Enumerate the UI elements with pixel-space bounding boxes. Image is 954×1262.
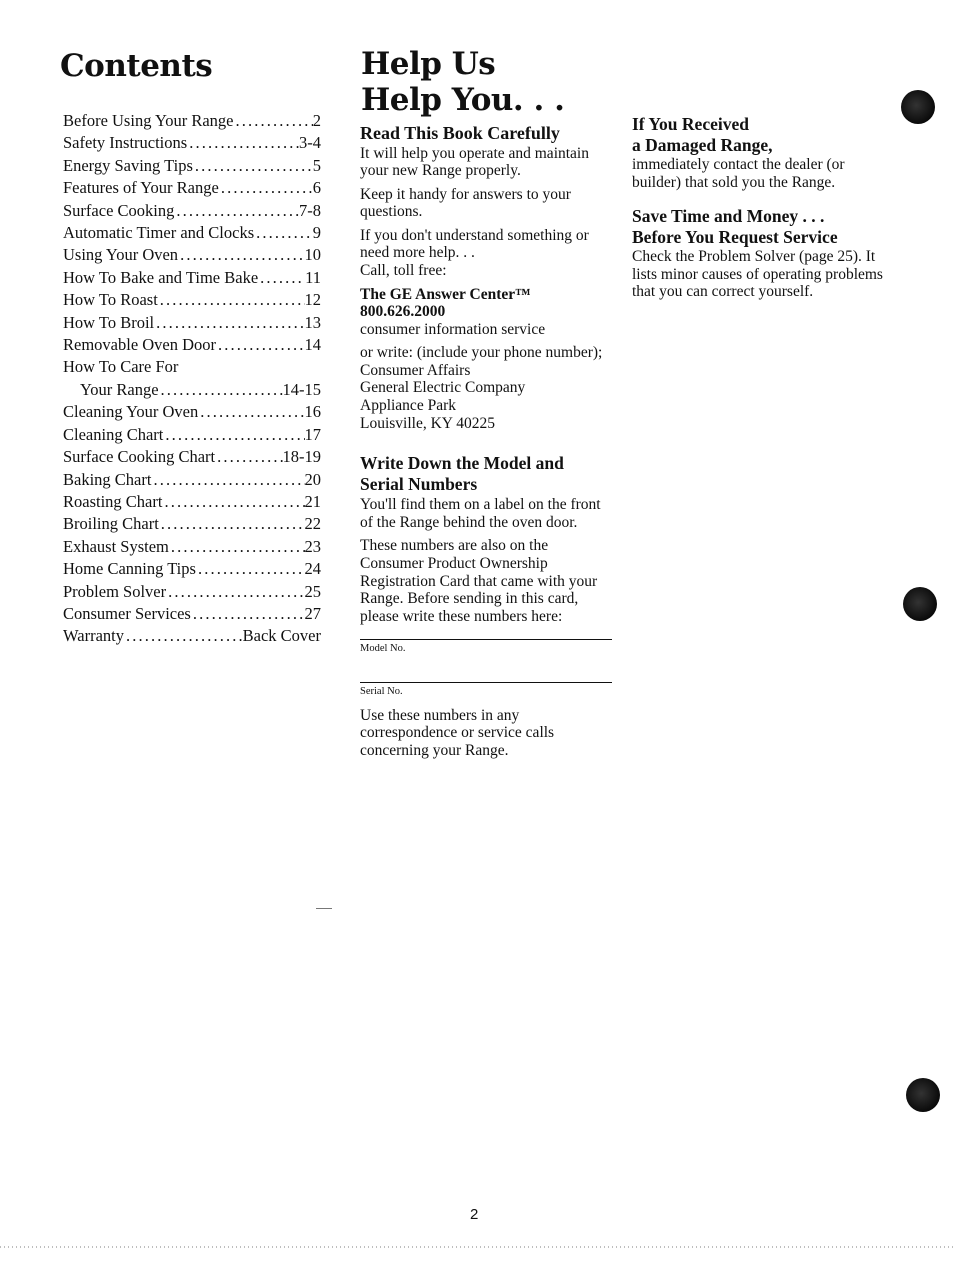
toc-dot-leader xyxy=(193,155,313,177)
toc-dot-leader xyxy=(163,424,304,446)
toc-item-label: Cleaning Your Oven xyxy=(63,402,199,422)
toc-dot-leader xyxy=(254,222,313,244)
toc-item-label: Cleaning Chart xyxy=(63,424,164,444)
read-paragraph-3: If you don't understand something or need more help. . . xyxy=(360,226,589,262)
address-line: Louisville, KY 40225 xyxy=(360,414,496,432)
save-heading-line2: Before You Request Service xyxy=(632,226,838,247)
toc-item-label: Problem Solver xyxy=(63,581,167,601)
toc-item-label: Consumer Services xyxy=(63,603,191,623)
toc-item-page: 21 xyxy=(304,491,321,511)
toc-item-label: Using Your Oven xyxy=(63,245,179,265)
save-heading-line1: Save Time and Money . . . xyxy=(632,206,825,227)
toc-dot-leader xyxy=(178,244,304,266)
answer-center-name: The GE Answer Center™ xyxy=(360,285,531,303)
read-paragraph-2: Keep it handy for answers to your questions. xyxy=(360,185,571,221)
toc-dot-leader xyxy=(191,603,305,625)
toc-dot-leader xyxy=(187,132,299,154)
toc-item-page: 16 xyxy=(304,402,321,422)
toc-item-label: How To Bake and Time Bake xyxy=(63,267,259,287)
toc-item-page: 11 xyxy=(305,267,321,287)
toc-item-page: 23 xyxy=(304,536,321,556)
toc-item-page: 5 xyxy=(312,155,321,175)
toc-item[interactable] xyxy=(63,222,321,244)
call-toll-free: Call, toll free: xyxy=(360,262,447,280)
toc-item[interactable] xyxy=(63,581,321,603)
toc-item[interactable] xyxy=(63,424,321,446)
toc-item-page: 13 xyxy=(304,312,321,332)
toc-dot-leader xyxy=(162,491,304,513)
toc-item-page: 9 xyxy=(312,223,321,243)
toc-item[interactable] xyxy=(63,267,321,289)
toc-item-page: 25 xyxy=(304,581,321,601)
damaged-heading-line1: If You Received xyxy=(632,114,749,134)
toc-item-label: Automatic Timer and Clocks xyxy=(63,223,255,243)
toc-item-label: Surface Cooking Chart xyxy=(63,447,216,467)
toc-dot-leader xyxy=(196,558,305,580)
help-title-line1: Help Us xyxy=(361,46,496,82)
address-line: Appliance Park xyxy=(360,397,456,415)
toc-item-label: Features of Your Range xyxy=(63,178,219,198)
toc-dot-leader xyxy=(159,379,283,401)
damaged-heading-line2: a Damaged Range, xyxy=(632,134,773,155)
toc-item[interactable] xyxy=(63,625,321,647)
toc-item-page: 20 xyxy=(304,469,321,489)
binder-hole-top xyxy=(901,90,935,124)
toc-item[interactable] xyxy=(63,110,321,132)
binder-hole-bottom xyxy=(906,1078,940,1112)
toc-item-page: 22 xyxy=(304,514,321,534)
toc-item[interactable] xyxy=(63,513,321,535)
toc-item-label: Roasting Chart xyxy=(63,491,163,511)
toc-item[interactable] xyxy=(63,558,321,580)
help-us-title xyxy=(361,46,564,118)
toc-item-label: Home Canning Tips xyxy=(63,559,196,579)
write-intro: or write: (include your phone number); xyxy=(360,344,603,362)
toc-item-label: How To Care For xyxy=(63,357,179,377)
toc-item-label: Baking Chart xyxy=(63,469,152,489)
toc-item-page: 24 xyxy=(304,559,321,579)
toc-item[interactable] xyxy=(63,334,321,356)
toc-item-page: 10 xyxy=(304,245,321,265)
toc-dot-leader xyxy=(169,536,305,558)
help-column xyxy=(360,124,614,765)
toc-item-label: Removable Oven Door xyxy=(63,335,217,355)
phone-description: consumer information service xyxy=(360,320,546,338)
model-paragraph-3: Use these numbers in any correspondence or service calls concerning your Range. xyxy=(360,706,555,759)
toc-item-page: 27 xyxy=(304,603,321,623)
toc-dot-leader xyxy=(158,289,305,311)
toc-item[interactable] xyxy=(63,177,321,199)
contents-title: Contents xyxy=(60,48,213,84)
toc-item[interactable] xyxy=(63,536,321,558)
toc-dot-leader xyxy=(151,469,304,491)
address-line: Consumer Affairs xyxy=(360,361,471,379)
table-of-contents xyxy=(63,110,321,648)
toc-dot-leader xyxy=(174,200,299,222)
toc-item[interactable] xyxy=(63,155,321,177)
scan-edge-noise xyxy=(0,1246,954,1248)
toc-item-page: 14-15 xyxy=(282,379,321,399)
toc-dot-leader xyxy=(154,312,304,334)
toc-dot-leader xyxy=(215,446,282,468)
toc-item-label: Your Range xyxy=(80,379,159,399)
page-number: 2 xyxy=(470,1206,479,1223)
toc-item[interactable] xyxy=(63,603,321,625)
toc-item-page: 18-19 xyxy=(282,447,321,467)
toc-item-page: 6 xyxy=(312,178,321,198)
toc-item-label: Before Using Your Range xyxy=(63,111,234,130)
toc-item-label: Warranty xyxy=(63,626,124,646)
toc-item[interactable] xyxy=(63,446,321,468)
binder-hole-middle xyxy=(903,587,937,621)
toc-item[interactable] xyxy=(63,379,321,401)
damaged-paragraph: immediately contact the dealer (or builder) that sold you the Range. xyxy=(632,156,845,191)
model-heading-line2: Serial Numbers xyxy=(360,473,478,494)
toc-item-label: Safety Instructions xyxy=(63,133,188,153)
toc-dot-leader xyxy=(159,513,305,535)
help-title-line2: Help You. . . xyxy=(361,82,565,118)
toc-item-page: 2 xyxy=(312,111,321,130)
serial-number-label: Serial No. xyxy=(360,685,403,697)
toc-item-label: Broiling Chart xyxy=(63,514,159,534)
model-paragraph-2: These numbers are also on the Consumer Product Ownership Registration Card that came with your Range. Before sending in this card, please write these numbers here: xyxy=(360,537,598,625)
scan-speck xyxy=(316,908,332,909)
toc-dot-leader xyxy=(258,267,305,289)
toc-item-label: How To Broil xyxy=(63,312,155,332)
toc-item[interactable] xyxy=(63,200,321,222)
model-heading-line1: Write Down the Model and xyxy=(360,453,564,474)
model-paragraph-1: You'll find them on a label on the front of the Range behind the oven door. xyxy=(360,496,601,531)
read-book-heading: Read This Book Carefully xyxy=(360,123,560,143)
toc-item-page: Back Cover xyxy=(242,626,321,646)
toc-item-page: 17 xyxy=(304,424,321,444)
toc-item-label: Exhaust System xyxy=(63,536,169,556)
answer-center-phone: 800.626.2000 xyxy=(360,303,446,321)
toc-item[interactable] xyxy=(63,132,321,154)
toc-item[interactable] xyxy=(63,244,321,266)
save-paragraph: Check the Problem Solver (page 25). It lists minor causes of operating problems that you can correct yourself. xyxy=(632,248,883,301)
toc-item-page: 12 xyxy=(304,290,321,310)
model-number-label: Model No. xyxy=(360,643,406,655)
toc-item[interactable] xyxy=(63,312,321,334)
read-paragraph-1: It will help you operate and maintain your new Range properly. xyxy=(360,144,589,180)
toc-item-page: 7-8 xyxy=(299,200,321,220)
toc-dot-leader xyxy=(166,581,304,603)
toc-dot-leader xyxy=(219,177,313,199)
toc-item-label: Surface Cooking xyxy=(63,200,175,220)
toc-dot-leader xyxy=(216,334,304,356)
address-line: General Electric Company xyxy=(360,379,526,397)
toc-item[interactable] xyxy=(63,491,321,513)
toc-item-label: Energy Saving Tips xyxy=(63,155,193,175)
toc-dot-leader xyxy=(198,401,304,423)
toc-item[interactable] xyxy=(63,401,321,423)
right-column xyxy=(632,115,892,307)
toc-item[interactable] xyxy=(63,469,321,491)
toc-item-page: 3-4 xyxy=(299,133,321,153)
toc-item-page: 14 xyxy=(304,335,321,355)
toc-dot-leader xyxy=(234,110,313,132)
toc-item-label: How To Roast xyxy=(63,290,158,310)
toc-dot-leader xyxy=(124,625,243,647)
toc-item[interactable] xyxy=(63,289,321,311)
